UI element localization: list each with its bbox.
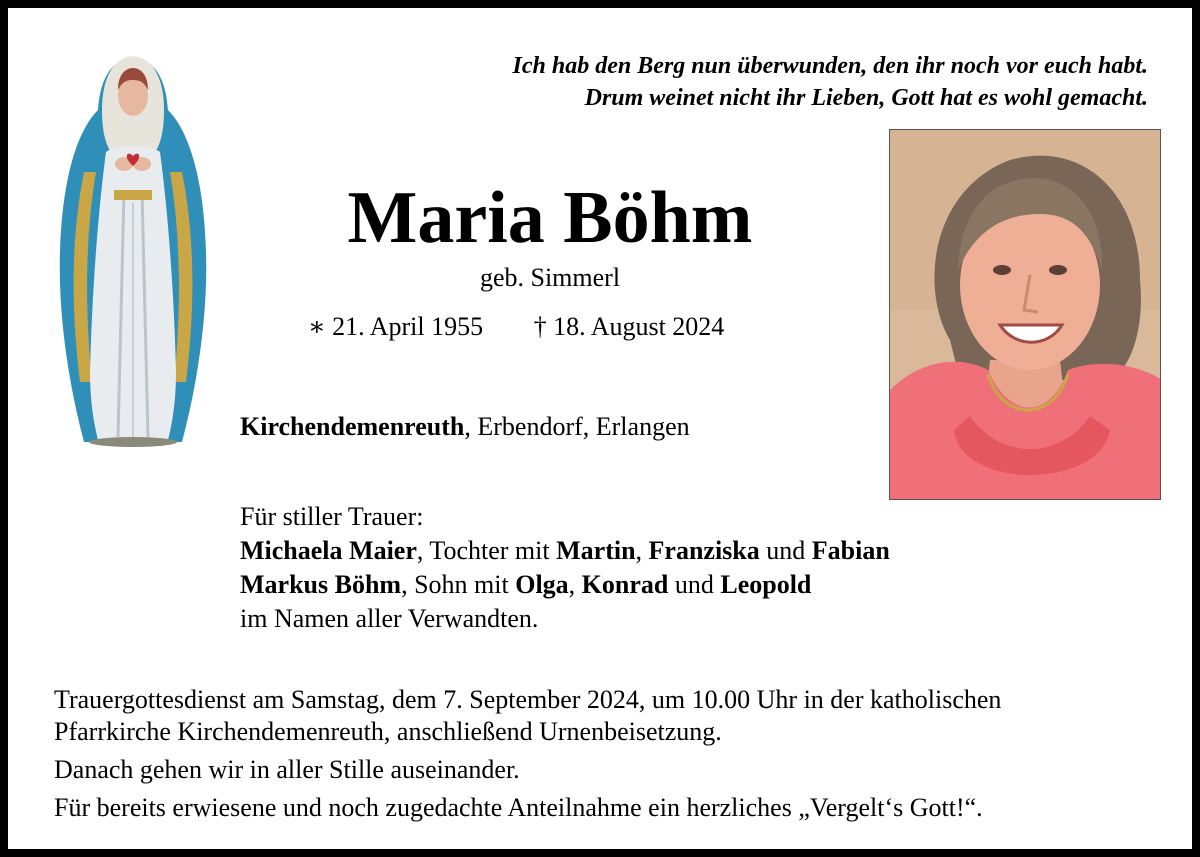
madonna-statue-image <box>54 52 212 448</box>
deceased-name: Maria Böhm <box>347 177 753 259</box>
quote-line-2: Drum weinet nicht ihr Lieben, Gott hat es wohl gemacht. <box>584 85 1148 111</box>
mourner-text: , Sohn mit <box>401 570 516 599</box>
mourner-text: und <box>759 536 812 565</box>
birth-symbol: ∗ <box>308 312 326 341</box>
birth-date: 21. April 1955 <box>332 312 484 341</box>
life-dates <box>308 311 724 343</box>
mourner-name: Fabian <box>811 536 890 565</box>
mourners-line-2 <box>240 568 890 602</box>
mourner-name: Franziska <box>648 536 760 565</box>
mourner-name: Olga <box>515 570 569 599</box>
places-line <box>240 411 690 443</box>
mourners-intro: Für stiller Trauer: <box>240 502 424 531</box>
portrait-photo <box>889 129 1161 500</box>
mourner-text: , <box>568 570 582 599</box>
primary-place: Kirchendemenreuth <box>240 412 465 441</box>
mourner-name: Michaela Maier <box>240 536 417 565</box>
mourner-text: und <box>668 570 721 599</box>
memorial-quote <box>513 50 1148 114</box>
service-line-1: Trauergottesdienst am Samstag, dem 7. September 2024, um 10.00 Uhr in der katholischen <box>54 685 1002 714</box>
service-line-3: Danach gehen wir in aller Stille auseinander. <box>54 755 520 784</box>
mourners-closing: im Namen aller Verwandten. <box>240 604 539 633</box>
service-line-4: Für bereits erwiesene und noch zugedachte Anteilnahme ein herzliches „Vergelt‘s Gott!“. <box>54 793 983 822</box>
service-information <box>54 684 1001 824</box>
mourner-text: , Tochter mit <box>416 536 557 565</box>
death-symbol: † <box>533 312 547 341</box>
mourners-line-1 <box>240 534 890 568</box>
service-line-2: Pfarrkirche Kirchendemenreuth, anschließend Urnenbeisetzung. <box>54 717 722 746</box>
quote-line-1: Ich hab den Berg nun überwunden, den ihr noch vor euch habt. <box>512 53 1148 79</box>
mourner-text: , <box>635 536 649 565</box>
mourner-name: Konrad <box>581 570 669 599</box>
mourner-name: Martin <box>556 536 636 565</box>
mourners-block <box>240 500 890 636</box>
mourner-name: Leopold <box>720 570 812 599</box>
death-date: 18. August 2024 <box>553 312 725 341</box>
birth-name: geb. Simmerl <box>479 263 621 292</box>
other-places: , Erbendorf, Erlangen <box>464 412 690 441</box>
mourner-name: Markus Böhm <box>240 570 402 599</box>
